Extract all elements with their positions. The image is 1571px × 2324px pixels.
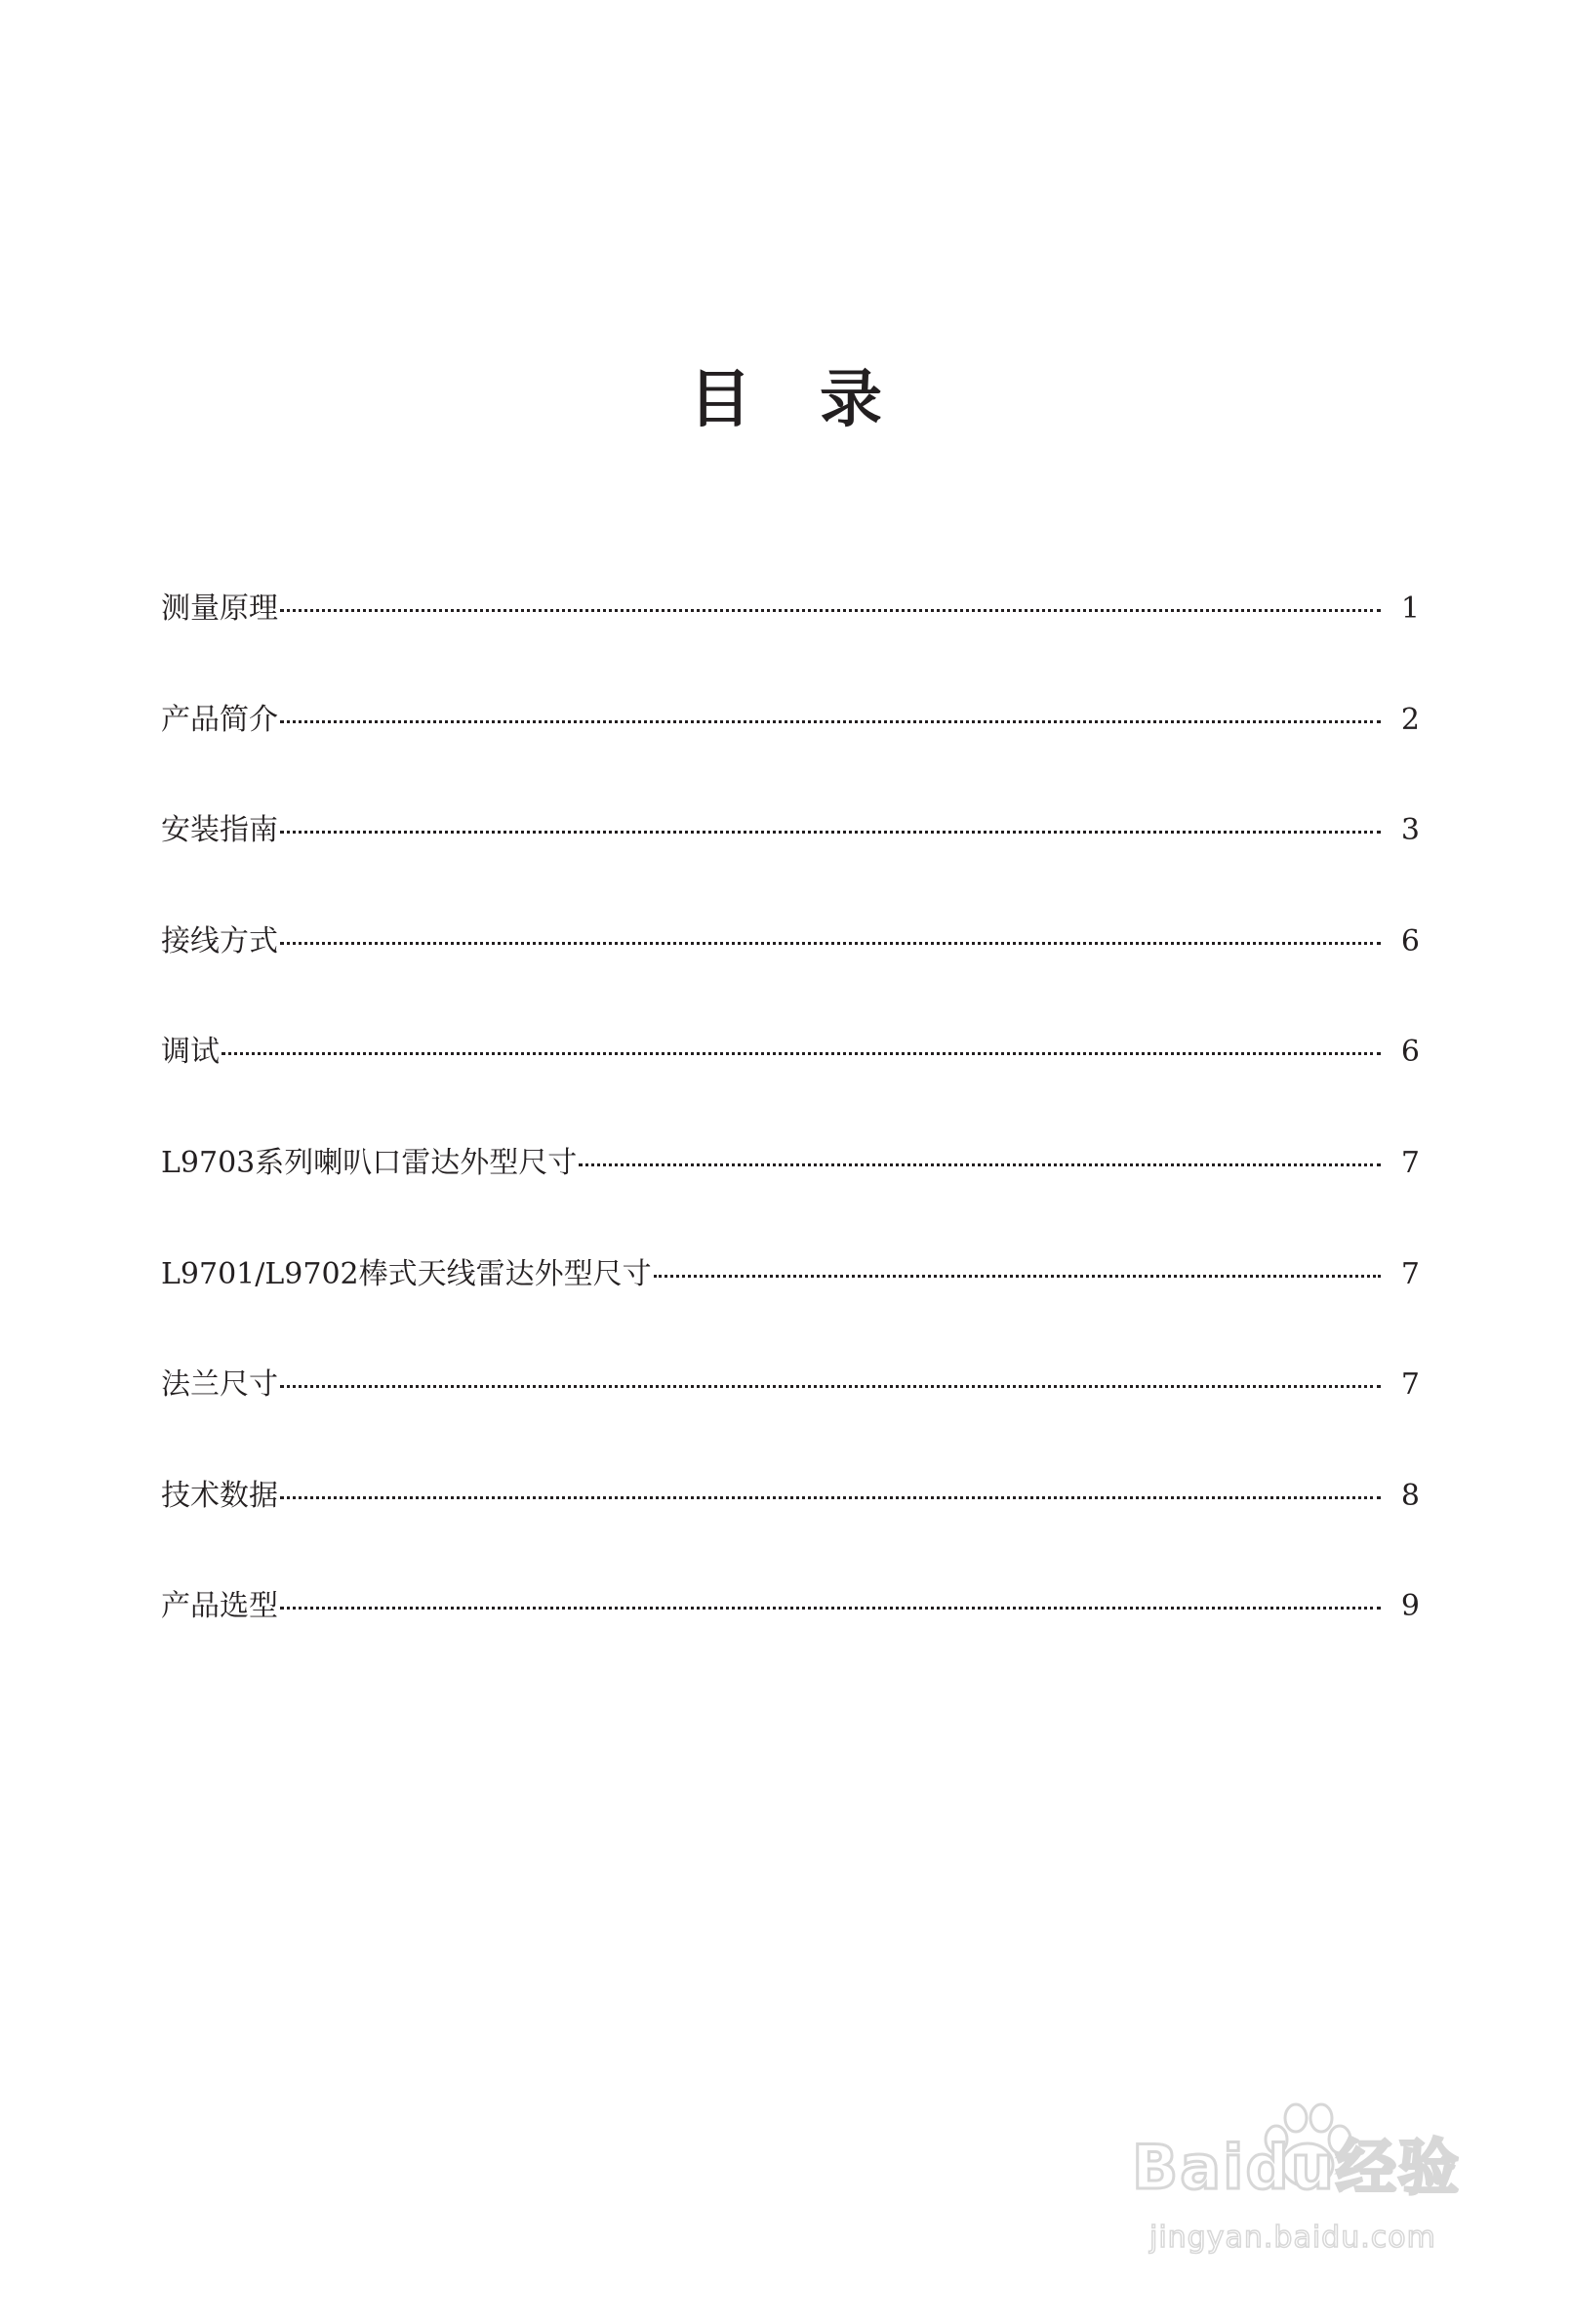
toc-entry[interactable]: [161, 1587, 1420, 1698]
toc-entry-label: L9703系列喇叭口雷达外型尺寸: [161, 1145, 578, 1180]
toc-entry-label: 产品选型: [161, 1589, 278, 1624]
page-title: 目录: [689, 364, 950, 436]
toc-entry-page: 7: [1400, 1367, 1420, 1403]
toc-entry-page: 6: [1400, 923, 1420, 958]
toc-dot-leader: [280, 1607, 1381, 1610]
watermark-logo-text: Baidu经验: [1132, 2132, 1461, 2203]
toc-entry-label: 技术数据: [161, 1478, 278, 1513]
toc-dot-leader: [280, 1496, 1381, 1499]
toc-entry-page: 6: [1400, 1035, 1420, 1070]
toc-entry[interactable]: [161, 1477, 1420, 1588]
toc-entry-label: 调试: [161, 1035, 220, 1070]
toc-entry[interactable]: [161, 1255, 1420, 1366]
toc-entry[interactable]: [161, 590, 1420, 701]
toc-entry-page: 1: [1400, 591, 1420, 626]
toc-entry-label: 测量原理: [161, 591, 278, 626]
toc-dot-leader: [654, 1275, 1381, 1278]
toc-entry[interactable]: [161, 811, 1420, 922]
toc-dot-leader: [280, 942, 1381, 945]
table-of-contents: [161, 590, 1420, 1698]
baidu-jingyan-watermark: [1112, 2099, 1503, 2294]
toc-dot-leader: [222, 1052, 1381, 1055]
toc-entry-page: 9: [1400, 1589, 1420, 1624]
toc-entry[interactable]: [161, 1144, 1420, 1255]
toc-dot-leader: [579, 1163, 1381, 1166]
toc-entry-label: 法兰尺寸: [161, 1367, 278, 1403]
toc-entry[interactable]: [161, 922, 1420, 1034]
toc-entry-page: 7: [1400, 1256, 1420, 1291]
toc-entry-label: 接线方式: [161, 923, 278, 958]
toc-entry-label: L9701/L9702棒式天线雷达外型尺寸: [161, 1256, 652, 1291]
watermark-url: jingyan.baidu.com: [1149, 2221, 1436, 2255]
toc-entry-page: 2: [1400, 702, 1420, 737]
toc-entry[interactable]: [161, 1033, 1420, 1144]
toc-entry[interactable]: [161, 1366, 1420, 1477]
toc-dot-leader: [280, 609, 1381, 612]
toc-entry[interactable]: [161, 701, 1420, 812]
toc-entry-page: 3: [1400, 813, 1420, 848]
toc-entry-page: 8: [1400, 1478, 1420, 1513]
toc-dot-leader: [280, 720, 1381, 723]
toc-entry-label: 产品简介: [161, 702, 278, 737]
toc-entry-page: 7: [1400, 1145, 1420, 1180]
toc-dot-leader: [280, 1385, 1381, 1388]
toc-entry-label: 安装指南: [161, 813, 278, 848]
toc-dot-leader: [280, 831, 1381, 834]
